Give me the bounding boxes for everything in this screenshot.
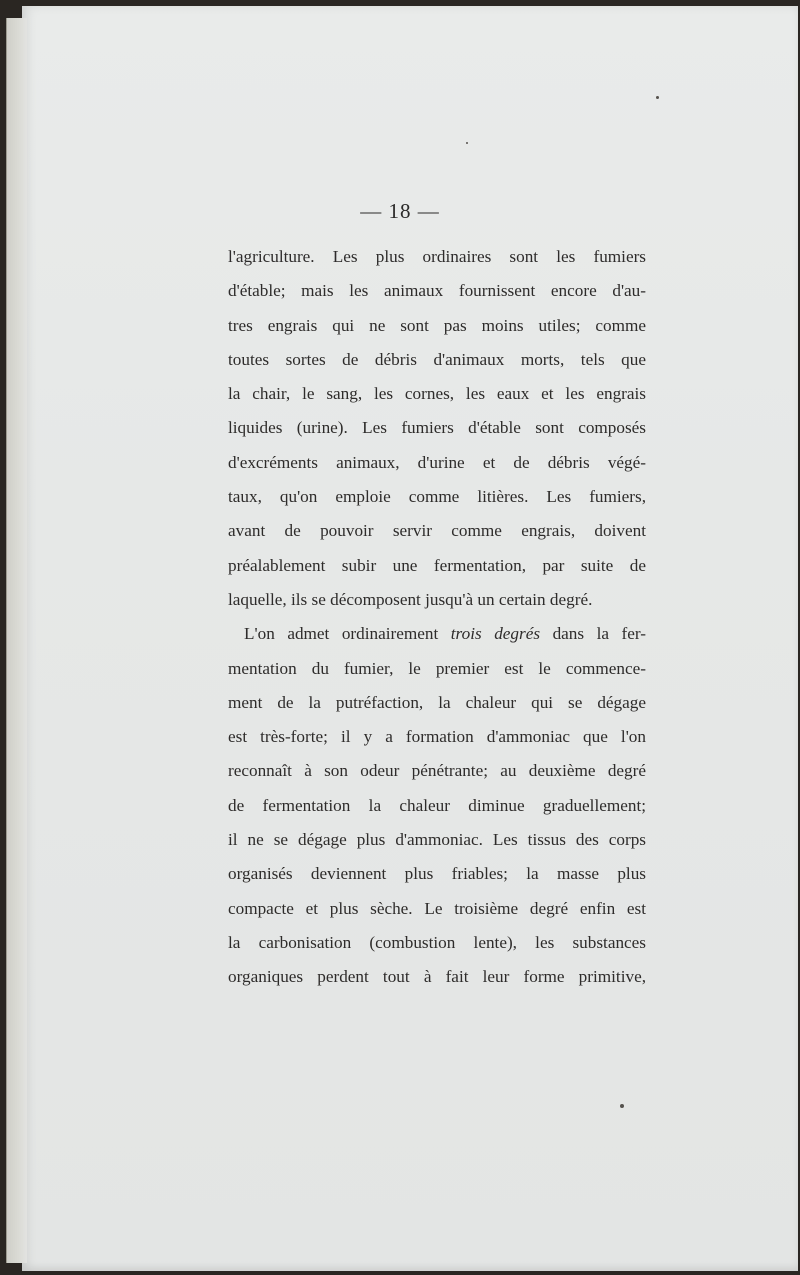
text-line: d'excréments animaux, d'urine et de débris végé- — [228, 452, 646, 472]
text-line-paragraph-start — [228, 617, 646, 651]
text-line: la chair, le sang, les cornes, les eaux et les engrais — [228, 384, 646, 404]
text-line: mentation du fumier, le premier est le commence- — [228, 658, 646, 678]
text-line: compacte et plus sèche. Le troisième degré enfin est — [228, 898, 646, 918]
paper-speck — [656, 96, 659, 99]
text-line: toutes sortes de débris d'animaux morts, tels que — [228, 349, 646, 369]
text-line: taux, qu'on emploie comme litières. Les fumiers, — [228, 487, 646, 507]
text-line: d'étable; mais les animaux fournissent encore d'au- — [228, 281, 646, 301]
body-text — [228, 240, 646, 995]
text-line: il ne se dégage plus d'ammoniac. Les tissus des corps — [228, 830, 646, 850]
text-line: de fermentation la chaleur diminue graduellement; — [228, 795, 646, 815]
text-segment: L'on admet ordinairement — [244, 624, 451, 644]
text-line: l'agriculture. Les plus ordinaires sont les fumiers — [228, 247, 646, 266]
italic-phrase: trois degrés — [450, 624, 541, 644]
text-line: est très-forte; il y a formation d'ammoniac que l'on — [228, 727, 646, 747]
paper-speck — [620, 1104, 624, 1108]
text-line: préalablement subir une fermentation, par suite de — [228, 555, 646, 575]
text-line: organisés deviennent plus friables; la masse plus — [228, 864, 646, 884]
text-line: reconnaît à son odeur pénétrante; au deuxième degré — [228, 761, 646, 781]
text-line: organiques perdent tout à fait leur forme primitive, — [228, 967, 646, 987]
text-line: laquelle, ils se décomposent jusqu'à un certain degré. — [228, 589, 593, 609]
text-line: liquides (urine). Les fumiers d'étable sont composés — [228, 418, 646, 438]
text-line: tres engrais qui ne sont pas moins utiles; comme — [228, 315, 646, 335]
page-number: — 18 — — [360, 199, 440, 223]
text-line: ment de la putréfaction, la chaleur qui se dégage — [228, 692, 646, 712]
paper-speck — [466, 142, 468, 144]
text-line: la carbonisation (combustion lente), les substances — [228, 932, 646, 952]
text-line: avant de pouvoir servir comme engrais, doivent — [228, 521, 646, 541]
text-segment: dans la fer- — [540, 624, 646, 644]
